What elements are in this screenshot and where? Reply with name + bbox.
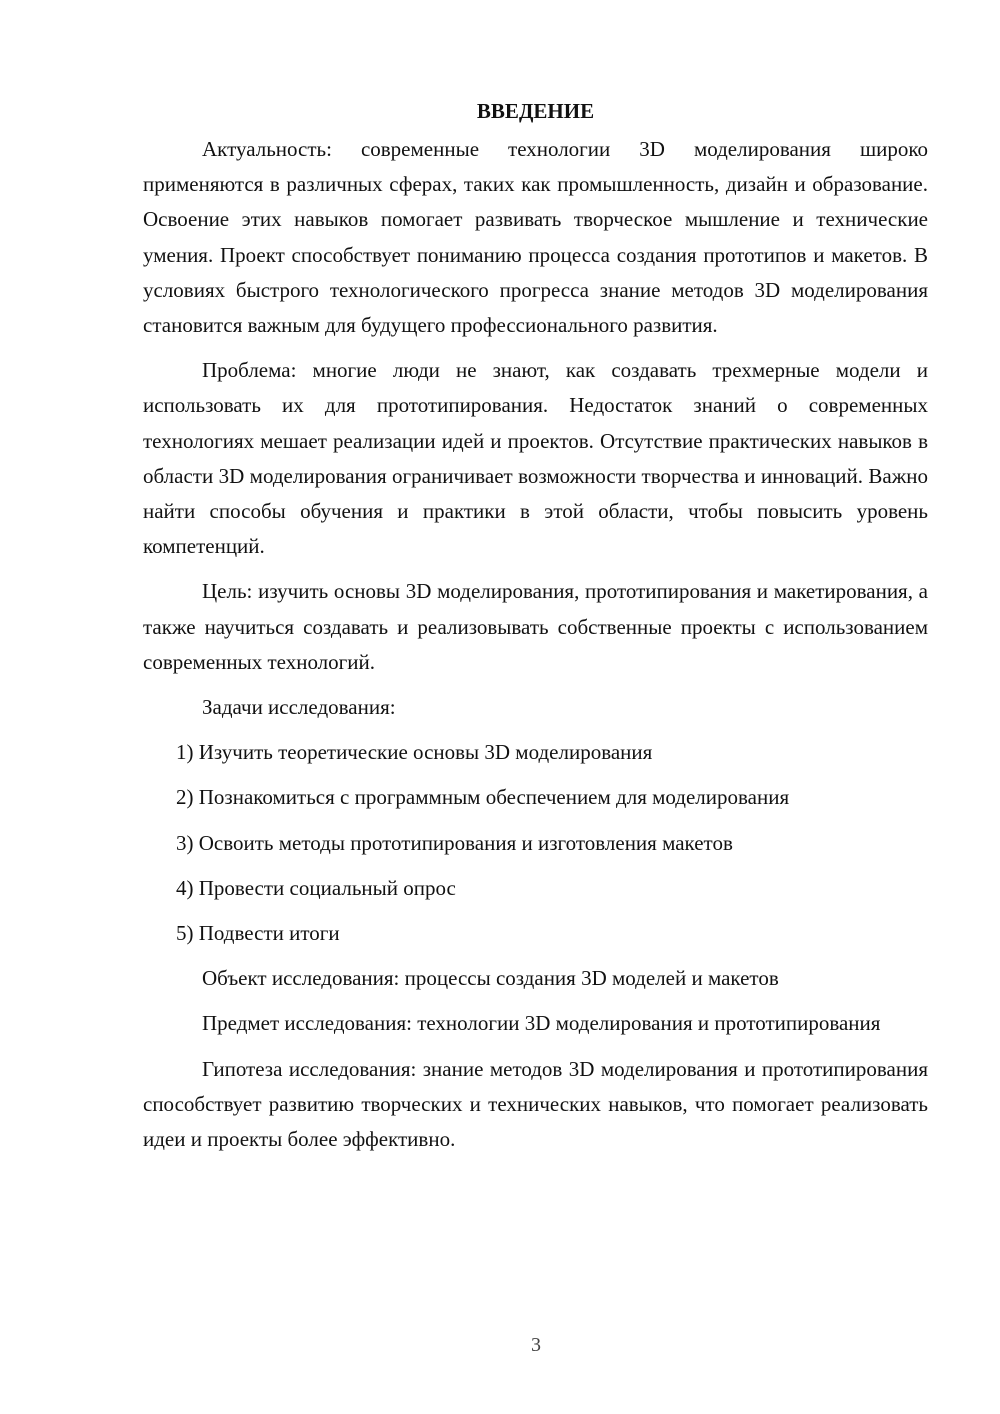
- tasks-heading: Задачи исследования:: [202, 695, 396, 720]
- hypothesis-paragraph: Гипотеза исследования: знание методов 3D моделирования и прототипирования способствует развитию творческих и технических навыков, что помогает реализовать идеи и проекты более эффективно.: [143, 1056, 928, 1152]
- page-number: 3: [531, 1334, 541, 1356]
- tasks-list: [143, 735, 928, 951]
- task-item-3: 3) Освоить методы прототипирования и изготовления макетов: [176, 830, 733, 855]
- section-title: ВВЕДЕНИЕ: [476, 99, 595, 123]
- goal-paragraph: Цель: изучить основы 3D моделирования, прототипирования и макетирования, а также научиться создавать и реализовывать собственные проекты с использованием современных технологий.: [143, 579, 928, 674]
- task-item-2: 2) Познакомиться с программным обеспечением для моделирования: [176, 785, 790, 810]
- subject-paragraph: Предмет исследования: технологии 3D моделирования и прототипирования: [202, 1011, 881, 1036]
- task-item-1: 1) Изучить теоретические основы 3D моделирования: [176, 740, 653, 765]
- relevance-paragraph: Актуальность: современные технологии 3D моделирования широко применяются в различных сферах, таких как промышленность, дизайн и образование. Освоение этих навыков помогает развивать творческое мышление и технические умения. Проект способствует пониманию процесса создания прототипов и макетов. В условиях быстрого технологического прогресса знание методов 3D моделирования становится важным для будущего профессионального развития.: [143, 137, 928, 338]
- problem-paragraph: Проблема: многие люди не знают, как создавать трехмерные модели и использовать их для прототипирования. Недостаток знаний о современных технологиях мешает реализации идей и проектов. Отсутствие практических навыков в области 3D моделирования ограничивает возможности творчества и инноваций. Важно найти способы обучения и практики в этой области, чтобы повысить уровень компетенций.: [143, 358, 928, 559]
- object-paragraph: Объект исследования: процессы создания 3D моделей и макетов: [202, 966, 779, 991]
- task-item-4: 4) Провести социальный опрос: [176, 875, 456, 900]
- task-item-5: 5) Подвести итоги: [176, 921, 340, 946]
- page-content: [143, 96, 928, 1167]
